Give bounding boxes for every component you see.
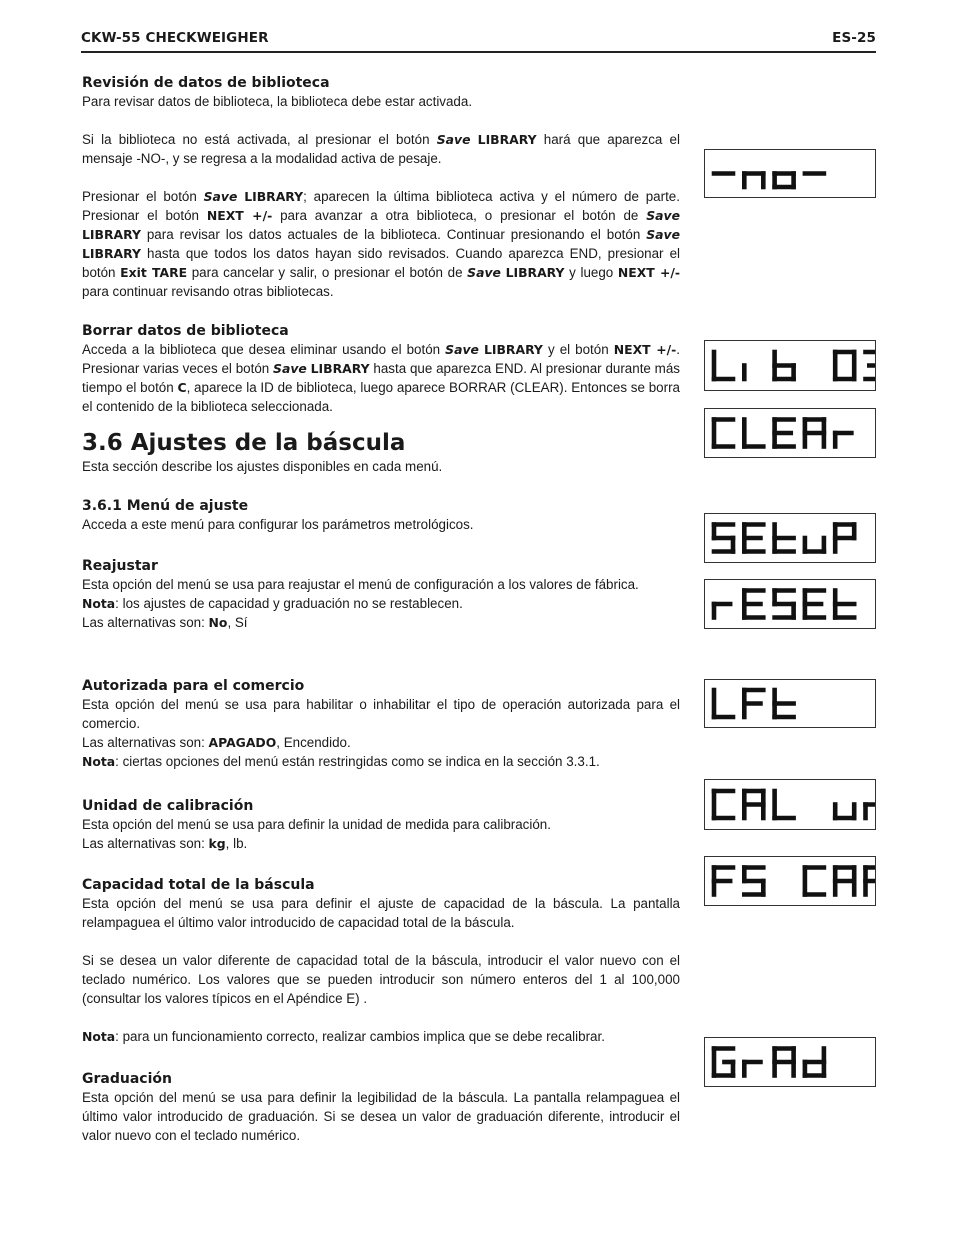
paragraph: Esta opción del menú se usa para definir la unidad de medida para calibración.	[82, 817, 551, 832]
section-legal-for-trade	[82, 677, 680, 771]
emphasized-text: NEXT +/-	[617, 265, 680, 280]
paragraph: Esta opción del menú se usa para reajustar el menú de configuración a los valores de fábrica.	[82, 577, 639, 592]
text-run: Las alternativas son:	[82, 615, 209, 630]
note	[82, 1027, 680, 1046]
section-title: Unidad de calibración	[82, 798, 254, 814]
note	[82, 752, 680, 771]
emphasized-text: NEXT +/-	[613, 342, 677, 357]
emphasized-text: Save	[445, 342, 479, 357]
header-title: CKW-55 CHECKWEIGHER	[81, 30, 269, 46]
text-run: Si la biblioteca no está activada, al presionar el botón	[82, 132, 437, 147]
emphasized-text: Save	[203, 189, 238, 204]
text-run: para avanzar a otra biblioteca, o presionar el botón de	[272, 208, 647, 223]
text-run: para revisar los datos actuales de la biblioteca. Continuar presionando el botón	[140, 227, 647, 242]
section-graduation	[82, 1070, 680, 1145]
text-run: Las alternativas son:	[82, 836, 209, 851]
lcd-text	[714, 690, 794, 717]
text-run: y luego	[564, 265, 618, 280]
section-reset	[82, 557, 680, 632]
section-title: Borrar datos de biblioteca	[82, 323, 289, 339]
section-setup-menu	[82, 497, 680, 534]
emphasized-text: C	[177, 380, 187, 395]
lcd-text	[714, 174, 824, 188]
lcd-display-clear	[704, 408, 876, 458]
lcd-display-fs-cap	[704, 856, 876, 906]
section-full-scale-capacity	[82, 876, 680, 1046]
paragraph: Si se desea un valor diferente de capacidad total de la báscula, introducir el valor nuevo con el teclado numérico. Los valores que se pueden introducir son número enteros del 1 al 100,000 (consultar los valores típicos en el Apéndice E) .	[82, 953, 680, 1006]
text-run: para continuar revisando otras bibliotecas.	[82, 284, 334, 299]
emphasized-text: Nota	[82, 1029, 116, 1044]
text-run: y el botón	[542, 342, 614, 357]
lcd-text	[714, 1049, 824, 1076]
lcd-display-setup	[704, 513, 876, 563]
paragraph	[82, 834, 680, 853]
text-run: para cancelar y salir, o presionar el botón de	[187, 265, 468, 280]
section-title: Reajustar	[82, 558, 158, 574]
text-run: Las alternativas son:	[82, 735, 209, 750]
section-title: 3.6.1 Menú de ajuste	[82, 498, 249, 514]
paragraph: Esta opción del menú se usa para definir la legibilidad de la báscula. La pantalla relampaguea el último valor introducido de graduación. Si se desea un valor de graduación diferente, introducir el valor nuevo con el teclado numérico.	[82, 1090, 680, 1143]
section-library-review	[82, 74, 680, 301]
section-library-clear	[82, 322, 680, 416]
emphasized-text: Exit TARE	[120, 265, 188, 280]
emphasized-text: LIBRARY	[477, 132, 537, 147]
paragraph: Acceda a este menú para configurar los parámetros metrológicos.	[82, 517, 474, 532]
paragraph	[82, 613, 680, 632]
note	[82, 594, 680, 613]
emphasized-text: Save	[436, 132, 471, 147]
emphasized-text: Save	[273, 361, 307, 376]
paragraph	[82, 187, 680, 301]
emphasized-text: NEXT +/-	[206, 208, 273, 223]
text-run: : los ajustes de capacidad y graduación no se restablecen.	[115, 596, 463, 611]
emphasized-text: Save	[467, 265, 501, 280]
section-title: Autorizada para el comercio	[82, 678, 305, 694]
emphasized-text: Nota	[82, 596, 116, 611]
text-run: , Encendido.	[276, 735, 351, 750]
text-run: hasta que aparezca END. Al presionar durante más tiempo el botón	[82, 361, 680, 395]
paragraph: Esta opción del menú se usa para definir el ajuste de capacidad de la báscula. La pantalla relampaguea el último valor introducido de capacidad total de la báscula.	[82, 896, 680, 930]
lcd-text	[714, 420, 851, 447]
paragraph: Esta opción del menú se usa para habilitar o inhabilitar el tipo de operación autorizada para el comercio.	[82, 697, 680, 731]
emphasized-text: Save	[646, 208, 681, 223]
paragraph	[82, 130, 680, 168]
section-title: Capacidad total de la báscula	[82, 877, 315, 893]
lcd-text	[714, 525, 854, 552]
lcd-text	[714, 868, 875, 895]
emphasized-text: LIBRARY	[82, 227, 141, 242]
lcd-display-lft	[704, 679, 876, 728]
section-calibration-unit	[82, 797, 680, 853]
paragraph	[82, 733, 680, 752]
section-title: Revisión de datos de biblioteca	[82, 75, 330, 91]
lcd-display-no	[704, 149, 876, 198]
paragraph: Para revisar datos de biblioteca, la biblioteca debe estar activada.	[82, 94, 473, 109]
lcd-text	[714, 352, 875, 379]
paragraph: Esta sección describe los ajustes disponibles en cada menú.	[82, 459, 443, 474]
emphasized-text: LIBRARY	[310, 361, 370, 376]
page-number: ES-25	[832, 30, 876, 46]
text-run	[470, 132, 477, 147]
lcd-text	[714, 591, 854, 618]
text-run: . Presionar varias veces el botón	[82, 342, 680, 376]
emphasized-text: LIBRARY	[505, 265, 565, 280]
lcd-display-grad	[704, 1037, 876, 1087]
emphasized-text: LIBRARY	[483, 342, 543, 357]
paragraph	[82, 340, 680, 416]
text-run: : ciertas opciones del menú están restringidas como se indica en la sección 3.3.1.	[115, 754, 600, 769]
text-run: hasta que todos los datos hayan sido revisados. Cuando aparezca END, presionar el botón	[82, 246, 680, 280]
emphasized-text: APAGADO	[208, 735, 277, 750]
text-run: , lb.	[225, 836, 248, 851]
text-run: : para un funcionamiento correcto, realizar cambios implica que se debe recalibrar.	[115, 1029, 605, 1044]
text-run: ; aparecen la última biblioteca activa y el número de parte. Presionar el botón	[82, 189, 680, 223]
lcd-display-reset	[704, 579, 876, 629]
emphasized-text: Nota	[82, 754, 116, 769]
emphasized-text: kg	[208, 836, 226, 851]
section-title: Graduación	[82, 1071, 172, 1087]
emphasized-text: LIBRARY	[82, 246, 141, 261]
text-run: Acceda a la biblioteca que desea eliminar usando el botón	[82, 342, 446, 357]
lcd-display-lib	[704, 340, 876, 391]
lcd-text	[714, 791, 875, 818]
chapter-heading: 3.6 Ajustes de la báscula	[82, 430, 406, 456]
text-run: hará que aparezca el mensaje -NO-, y se regresa a la modalidad activa de pesaje.	[82, 132, 680, 166]
text-run: , Sí	[227, 615, 248, 630]
text-run: , aparece la ID de biblioteca, luego aparece BORRAR (CLEAR). Entonces se borra el contenido de la biblioteca seleccionada.	[82, 380, 680, 414]
emphasized-text: LIBRARY	[244, 189, 304, 204]
page-header	[81, 29, 876, 53]
emphasized-text: No	[208, 615, 228, 630]
text-run: Presionar el botón	[82, 189, 204, 204]
emphasized-text: Save	[646, 227, 680, 242]
lcd-display-cal-unit	[704, 779, 876, 830]
section-scale-settings	[82, 429, 680, 476]
